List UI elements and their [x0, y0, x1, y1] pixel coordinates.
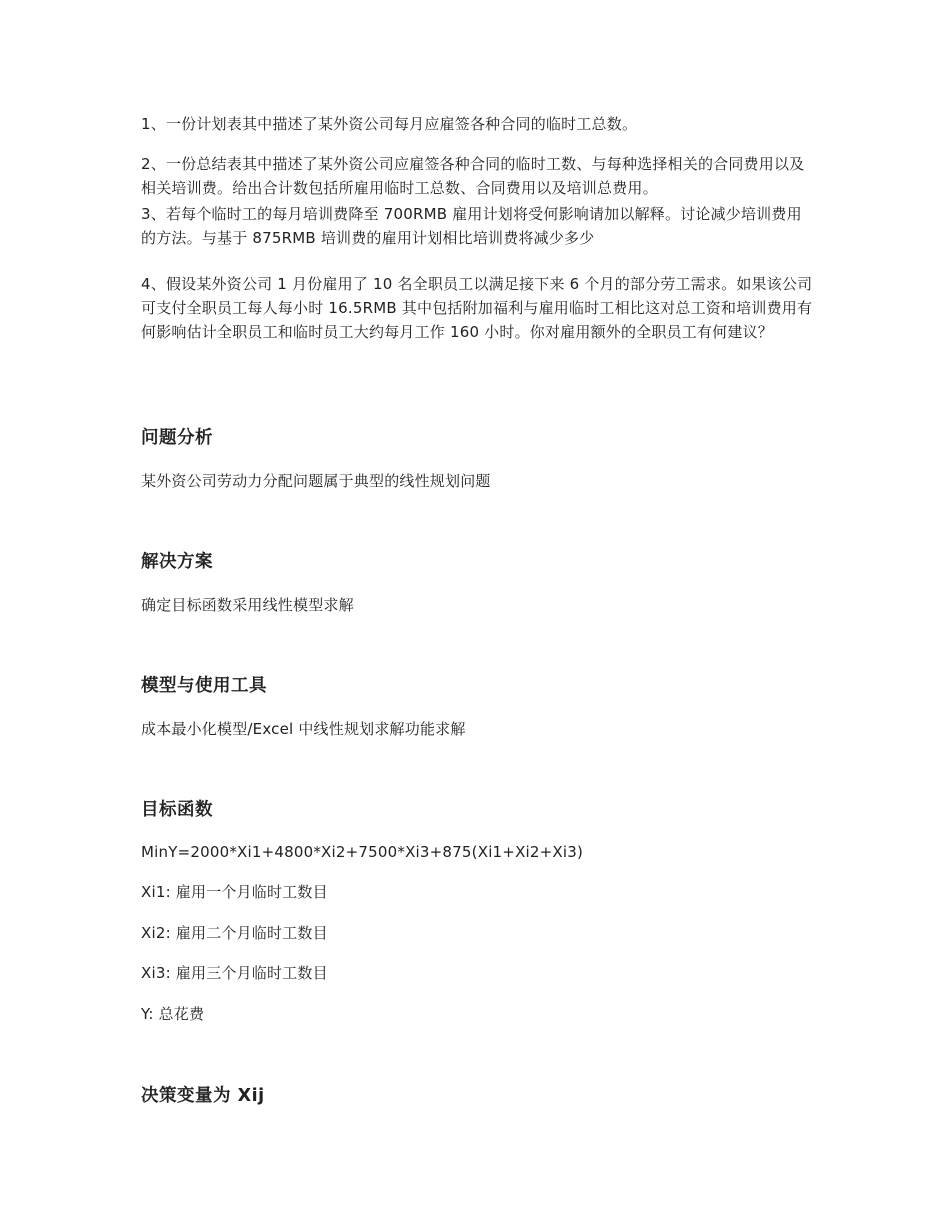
var-xi3: Xi3: 雇用三个月临时工数目: [141, 964, 328, 982]
solution-text: 确定目标函数采用线性模型求解: [141, 596, 354, 614]
question-1: 1、一份计划表其中描述了某外资公司每月应雇签各种合同的临时工总数。: [141, 115, 638, 133]
model-text: 成本最小化模型/Excel 中线性规划求解功能求解: [141, 720, 466, 738]
objective-formula: MinY=2000*Xi1+4800*Xi2+7500*Xi3+875(Xi1+Xi2+Xi3): [141, 843, 584, 861]
var-y: Y: 总花费: [141, 1005, 205, 1023]
question-3: 3、若每个临时工的每月培训费降至 700RMB 雇用计划将受何影响请加以解释。讨论减少培训费用的方法。与基于 875RMB 培训费的雇用计划相比培训费将减少多少: [141, 205, 802, 247]
analysis-text: 某外资公司劳动力分配问题属于典型的线性规划问题: [141, 472, 491, 490]
decision-heading-prefix: 决策变量为: [141, 1086, 238, 1106]
decision-variable: Xij: [237, 1086, 265, 1106]
model-heading: 模型与使用工具: [141, 676, 267, 696]
objective-heading: 目标函数: [141, 800, 213, 820]
document-page: [141, 0, 813, 1230]
decision-heading: [141, 1083, 265, 1109]
analysis-heading: 问题分析: [141, 428, 213, 448]
solution-heading: 解决方案: [141, 552, 213, 572]
var-xi1: Xi1: 雇用一个月临时工数目: [141, 883, 328, 901]
var-xi2: Xi2: 雇用二个月临时工数目: [141, 924, 328, 942]
question-4: 4、假设某外资公司 1 月份雇用了 10 名全职员工以满足接下来 6 个月的部分劳工需求。如果该公司可支付全职员工每人每小时 16.5RMB 其中包括附加福利与雇用临时工相比这对总工资和培训费用有何影响估计全职员工和临时员工大约每月工作 160 小时。你对雇用额外的全职员工有何建议？: [141, 275, 813, 341]
question-2: 2、一份总结表其中描述了某外资公司应雇签各种合同的临时工数、与每种选择相关的合同费用以及相关培训费。给出合计数包括所雇用临时工总数、合同费用以及培训总费用。: [141, 155, 805, 197]
